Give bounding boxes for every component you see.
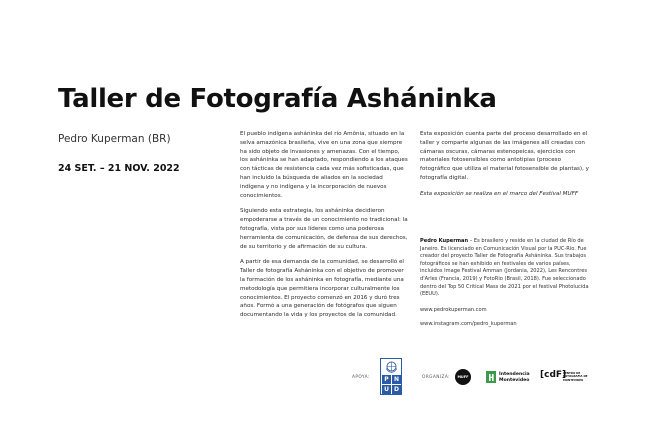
intendencia-mark-icon [486,371,496,383]
author-name: Pedro Kuperman (BR) [58,133,171,145]
exhibition-column [420,130,590,206]
cdf-logo [540,368,602,386]
exhibition-paragraph: Esta exposición cuenta parte del proceso desarrollado en el taller y comparte algunas de las imágenes allí creadas con cámaras oscuras, cámaras estenopeicas, ejercicios con materiales fotosensibles como antotipias (proceso fotográfico que utiliza el material fotosensible de plantas), y fotografía digital. [420,131,589,181]
festival-note: Esta exposición se realiza en el marco del Festival MUFF [420,190,579,197]
undp-letter-u: U [382,385,391,394]
description-paragraph-2: Siguiendo esta estrategia, los asháninka decidieron empoderarse a través de un conocimiento no tradicional: la fotografía, vista por sus líderes como una poderosa herramienta de comunicación, de defensa de sus derechos, de su territorio y de afirmación de su cultura. [240,208,408,250]
instagram-link[interactable]: www.instagram.com/pedro_kuperman [420,321,517,327]
organiza-label: ORGANIZA: [422,375,450,380]
cdf-subtitle: CENTRO DE FOTOGRAFÍA DE MONTEVIDEO [563,371,588,382]
muff-logo: MUFF [455,369,471,385]
bio-name: Pedro Kuperman [420,238,469,244]
exhibition-dates: 24 SET. – 21 NOV. 2022 [58,163,180,174]
un-emblem-icon [382,360,400,373]
cdf-mark: [cdF] [540,370,567,380]
description-column [240,130,408,327]
bio-text: – Es brasilero y reside en la ciudad de Río de Janeiro. Es licenciado en Comunicación Visual por la PUC-Río. Fue creador del proyecto Taller de Fotografía Asháninka. Sus trabajos fotográficos se han exhibido en festivales de varios países, incluidos Image Festival Amman (Jordania, 2022), Les Rencontres d'Arles (Francia, 2019) y FotoRio (Brasil, 2018). Fue seleccionado dentro del Top 50 Critical Mass de 2021 por el festival Photolucida (EEUU). [420,238,589,298]
undp-logo [380,358,402,395]
artist-bio [420,238,590,299]
website-link[interactable]: www.pedrokuperman.com [420,307,487,313]
undp-letter-d: D [392,385,401,394]
intendencia-logo [486,370,532,386]
undp-letter-n: N [393,376,400,383]
undp-letter-p: P [382,375,391,384]
intendencia-line-2: Montevideo [499,377,530,383]
intendencia-line-1: Intendencia [499,372,530,377]
description-paragraph-3: A partir de esa demanda de la comunidad, se desarrolló el Taller de fotografía Asháninka con el objetivo de promover la formación de los asháninka en fotografía, mediante una metodología que permitiera incorporar culturalmente los conocimientos. El proyecto comenzó en 2016 y duró tres años. Formó a una generación de fotógrafos que siguen documentando la vida y los proyectos de la comunidad. [240,259,404,319]
sponsor-bar [0,358,645,398]
apoya-label: APOYA: [352,375,370,380]
page-title: Taller de Fotografía Asháninka [58,84,497,114]
description-paragraph-1: El pueblo indígena asháninka del río Amônia, situado en la selva amazónica brasileña, vive en una zona que siempre ha sido objeto de invasiones y amenazas. Con el tiempo, los asháninka se han adaptado, respondiendo a los ataques con tácticas de resistencia cada vez más sofisticadas, que han incluido la búsqueda de aliados en la sociedad indígena y no indígena y la incorporación de nuevos conocimientos. [240,131,408,199]
